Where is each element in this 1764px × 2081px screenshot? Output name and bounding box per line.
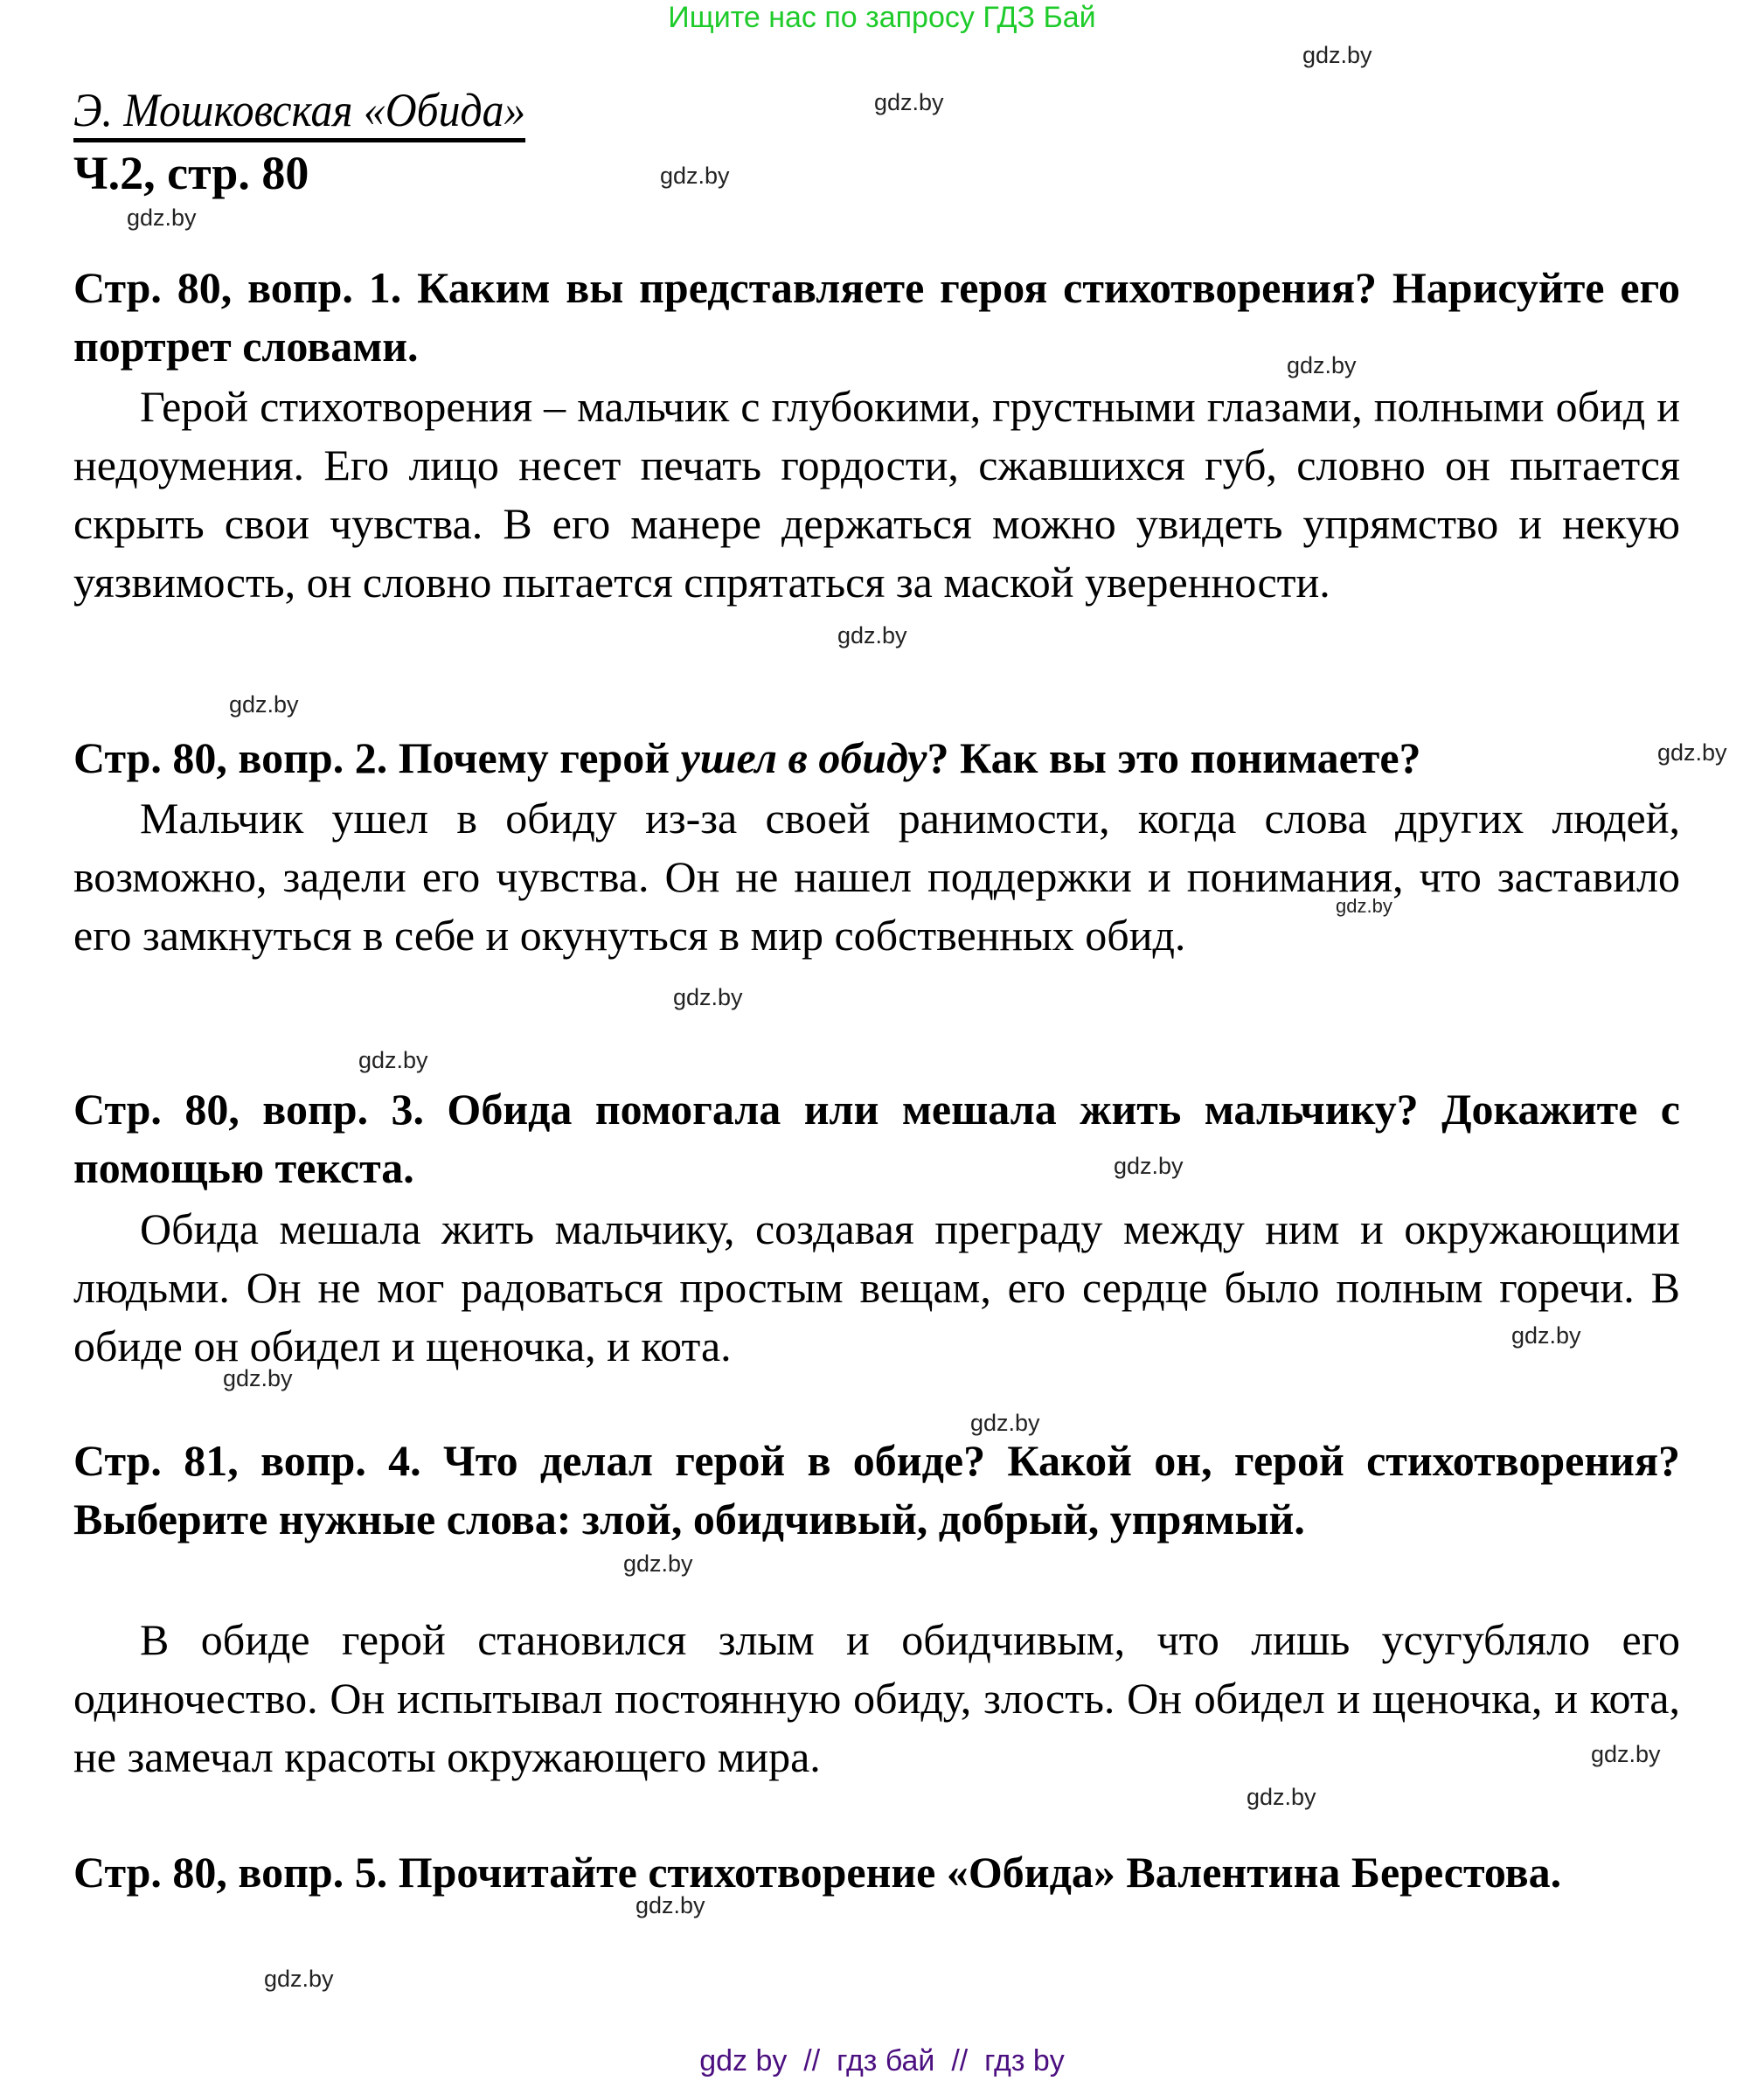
watermark: gdz.by xyxy=(229,691,299,718)
search-banner: Ищите нас по запросу ГДЗ Бай xyxy=(668,1,1096,34)
watermark: gdz.by xyxy=(223,1365,293,1391)
question-2-heading-part: ? Как вы это понимаете? xyxy=(927,733,1421,782)
watermark: gdz.by xyxy=(358,1047,428,1073)
watermark: gdz.by xyxy=(874,89,944,115)
watermark: gdz.by xyxy=(1287,352,1357,378)
answer-4: В обиде герой становился злым и обидчивым, что лишь усугубляло его одиночество. Он испытывал постоянную обиду, злость. Он обидел и щеночка, и кота, не замечал красоты окружающего мира. xyxy=(73,1615,1680,1781)
question-5-heading: Стр. 80, вопр. 5. Прочитайте стихотворение «Обида» Валентина Берестова. xyxy=(73,1848,1562,1897)
question-3-heading: Стр. 80, вопр. 3. Обида помогала или мешала жить мальчику? Докажите с помощью текста. xyxy=(73,1085,1680,1192)
part-page-label: Ч.2, стр. 80 xyxy=(73,147,309,199)
page-title: Э. Мошковская «Обида» xyxy=(73,84,525,142)
watermark: gdz.by xyxy=(1336,895,1392,917)
answer-1: Герой стихотворения – мальчик с глубокими, грустными глазами, полными обид и недоумения. Его лицо несет печать гордости, сжавшихся губ, словно он пытается скрыть свои чувства. В его манере держаться можно увидеть упрямство и некую уязвимость, он словно пытается спрятаться за маской уверенности. xyxy=(73,382,1680,607)
footer-links: gdz by // гдз бай // гдз by xyxy=(699,2044,1065,2078)
answer-3: Обида мешала жить мальчику, создавая преграду между ним и окружающими людьми. Он не мог радоваться простым вещам, его сердце было полным горечи. В обиде он обидел и щеночка, и кота. xyxy=(73,1204,1680,1370)
question-4-heading: Стр. 81, вопр. 4. Что делал герой в обиде? Какой он, герой стихотворения? Выберите нужные слова: злой, обидчивый, добрый, упрямый. xyxy=(73,1436,1680,1543)
question-2-heading xyxy=(73,729,1680,787)
watermark: gdz.by xyxy=(264,1966,334,1992)
watermark: gdz.by xyxy=(837,622,907,649)
watermark: gdz.by xyxy=(1302,42,1372,68)
watermark: gdz.by xyxy=(127,205,197,231)
watermark: gdz.by xyxy=(660,163,730,189)
question-1-heading: Стр. 80, вопр. 1. Каким вы представляете героя стихотворения? Нарисуйте его портрет словами. xyxy=(73,263,1680,371)
watermark: gdz.by xyxy=(1511,1322,1581,1349)
watermark: gdz.by xyxy=(1247,1784,1316,1810)
watermark: gdz.by xyxy=(623,1550,693,1577)
watermark: gdz.by xyxy=(673,984,743,1010)
watermark: gdz.by xyxy=(635,1892,705,1918)
watermark: gdz.by xyxy=(970,1410,1040,1436)
question-2-heading-italic: ушел в обиду xyxy=(680,733,927,782)
answer-2: Мальчик ушел в обиду из-за своей ранимости, когда слова других людей, возможно, задели его чувства. Он не нашел поддержки и понимания, что заставило его замкнуться в себе и окунуться в мир собственных обид. xyxy=(73,794,1680,960)
watermark: gdz.by xyxy=(1591,1741,1661,1767)
watermark: gdz.by xyxy=(1657,739,1727,766)
watermark: gdz.by xyxy=(1114,1153,1184,1179)
question-2-heading-part: Стр. 80, вопр. 2. Почему герой xyxy=(73,733,681,782)
